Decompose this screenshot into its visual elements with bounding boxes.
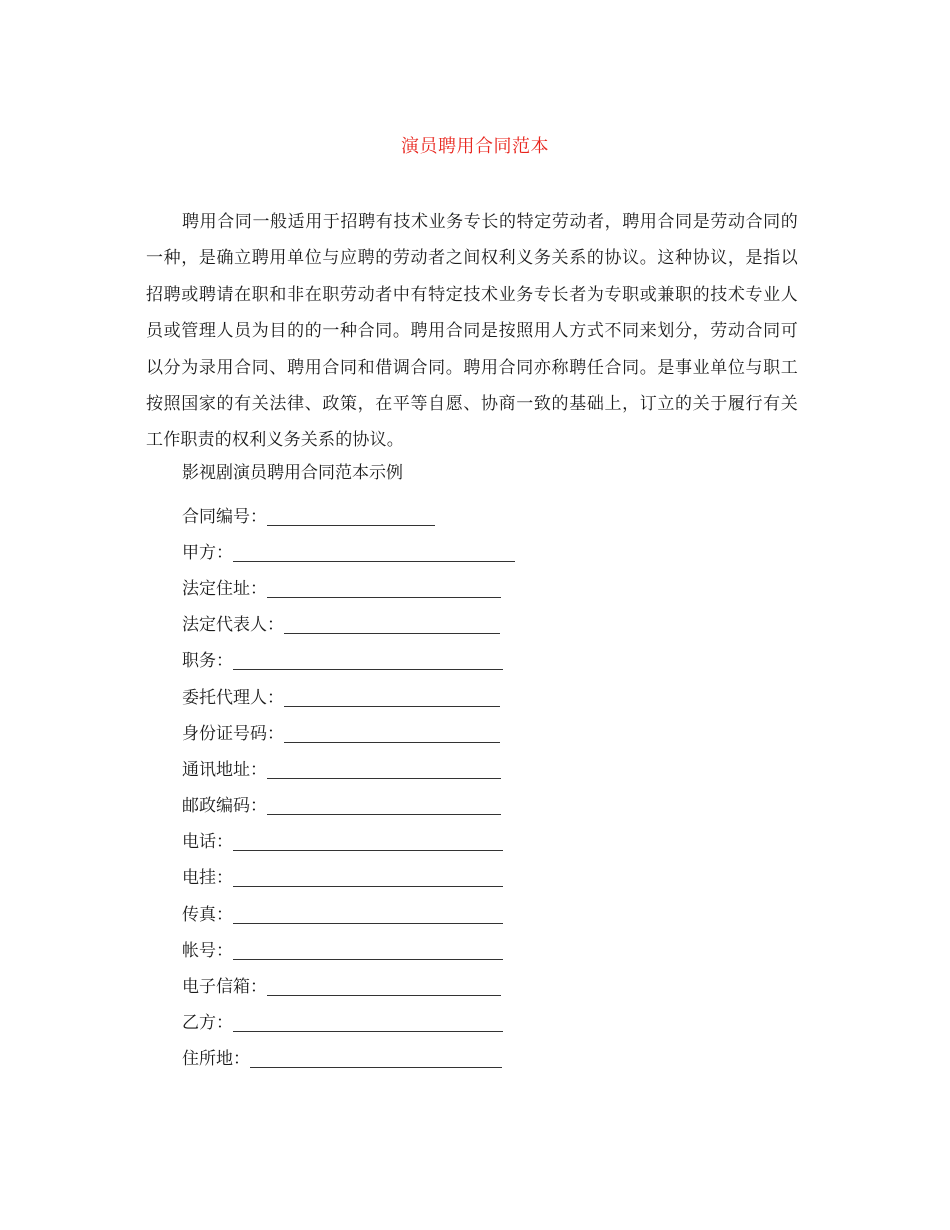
field-party-b (182, 1003, 515, 1039)
blank-line (284, 617, 500, 634)
intro-paragraph: 聘用合同一般适用于招聘有技术业务专长的特定劳动者，聘用合同是劳动合同的一种，是确立聘用单位与应聘的劳动者之间权利义务关系的协议。这种协议，是指以招聘或聘请在职和非在职劳动者中有特定技术业务专长者为专职或兼职的技术专业人员或管理人员为目的的一种合同。聘用合同是按照用人方式不同来划分，劳动合同可以分为录用合同、聘用合同和借调合同。聘用合同亦称聘任合同。是事业单位与职工按照国家的有关法律、政策，在平等自愿、协商一致的基础上，订立的关于履行有关工作职责的权利义务关系的协议。 (146, 212, 798, 451)
field-label: 电话： (182, 832, 233, 853)
blank-line (233, 545, 515, 562)
document-title: 演员聘用合同范本 (401, 136, 549, 157)
blank-line (233, 834, 503, 851)
field-label: 传真： (182, 904, 233, 925)
field-label: 电挂： (182, 868, 233, 889)
field-legal-representative (182, 605, 515, 641)
blank-line (267, 762, 501, 779)
contract-fields-list (182, 496, 515, 1075)
sample-subheading: 影视剧演员聘用合同范本示例 (182, 463, 403, 483)
field-contract-number (182, 496, 515, 532)
field-postal-code (182, 786, 515, 822)
field-label: 通讯地址： (182, 759, 267, 780)
field-label: 委托代理人： (182, 687, 284, 708)
field-authorized-agent (182, 677, 515, 713)
blank-line (233, 1015, 503, 1032)
field-label: 帐号： (182, 940, 233, 961)
field-account (182, 930, 515, 966)
field-email (182, 966, 515, 1002)
blank-line (233, 870, 503, 887)
field-residence (182, 1039, 515, 1075)
field-label: 职务： (182, 651, 233, 672)
field-legal-address (182, 568, 515, 604)
field-position (182, 641, 515, 677)
blank-line (233, 943, 503, 960)
field-label: 合同编号： (182, 506, 267, 527)
field-fax (182, 894, 515, 930)
field-party-a (182, 532, 515, 568)
blank-line (284, 726, 500, 743)
blank-line (233, 907, 503, 924)
field-label: 身份证号码： (182, 723, 284, 744)
field-telegraph (182, 858, 515, 894)
field-label: 邮政编码： (182, 796, 267, 817)
field-label: 住所地： (182, 1049, 250, 1070)
blank-line (284, 690, 500, 707)
field-mailing-address (182, 749, 515, 785)
field-label: 甲方： (182, 542, 233, 563)
field-label: 法定住址： (182, 578, 267, 599)
field-telephone (182, 822, 515, 858)
blank-line (267, 509, 435, 526)
field-label: 乙方： (182, 1013, 233, 1034)
field-id-number (182, 713, 515, 749)
blank-line (250, 1051, 502, 1068)
blank-line (267, 581, 501, 598)
blank-line (233, 653, 503, 670)
blank-line (267, 798, 501, 815)
field-label: 法定代表人： (182, 615, 284, 636)
blank-line (267, 979, 501, 996)
field-label: 电子信箱： (182, 977, 267, 998)
